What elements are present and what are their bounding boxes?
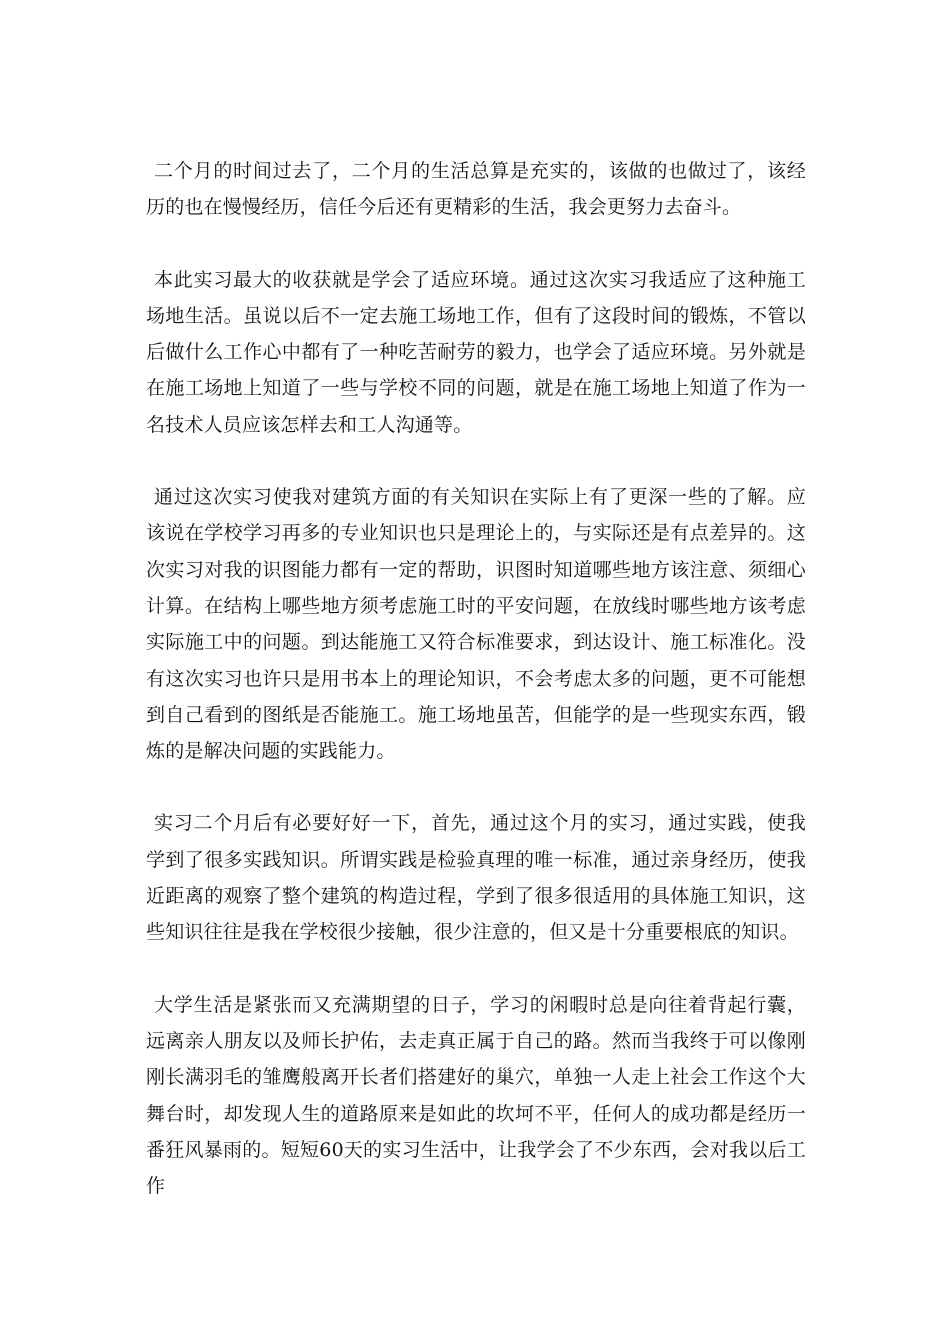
paragraph-2: 本此实习最大的收获就是学会了适应环境。通过这次实习我适应了这种施工场地生活。虽说以后不一定去施工场地工作，但有了这段时间的锻炼，不管以后做什么工作心中都有了一种吃苦耐劳的毅力，也学会了适应环境。另外就是在施工场地上知道了一些与学校不同的问题，就是在施工场地上知道了作为一名技术人员应该怎样去和工人沟通等。 <box>146 268 806 436</box>
paragraph-4: 实习二个月后有必要好好一下，首先，通过这个月的实习，通过实践，使我学到了很多实践知识。所谓实践是检验真理的唯一标准，通过亲身经历，使我近距离的观察了整个建筑的构造过程，学到了很多很适用的具体施工知识，这些知识往往是我在学校很少接触，很少注意的，但又是十分重要根底的知识。 <box>146 812 806 944</box>
paragraph-5: 大学生活是紧张而又充满期望的日子，学习的闲暇时总是向往着背起行囊，远离亲人朋友以及师长护佑，去走真正属于自己的路。然而当我终于可以像刚刚长满羽毛的雏鹰般离开长者们搭建好的巢穴，单独一人走上社会工作这个大舞台时，却发现人生的道路原来是如此的坎坷不平，任何人的成功都是经历一番狂风暴雨的。短短60天的实习生活中，让我学会了不少东西，会对我以后工作 <box>146 993 806 1198</box>
document-body <box>146 153 806 1240</box>
paragraph-1: 二个月的时间过去了，二个月的生活总算是充实的，该做的也做过了，该经历的也在慢慢经历，信任今后还有更精彩的生活，我会更努力去奋斗。 <box>146 160 806 219</box>
paragraph-3: 通过这次实习使我对建筑方面的有关知识在实际上有了更深一些的了解。应该说在学校学习再多的专业知识也只是理论上的，与实际还是有点差异的。这次实习对我的识图能力都有一定的帮助，识图时知道哪些地方该注意、须细心计算。在结构上哪些地方须考虑施工时的平安问题，在放线时哪些地方该考虑实际施工中的问题。到达能施工又符合标准要求，到达设计、施工标准化。没有这次实习也许只是用书本上的理论知识，不会考虑太多的问题，更不可能想到自己看到的图纸是否能施工。施工场地虽苦，但能学的是一些现实东西，锻炼的是解决问题的实践能力。 <box>146 486 806 763</box>
